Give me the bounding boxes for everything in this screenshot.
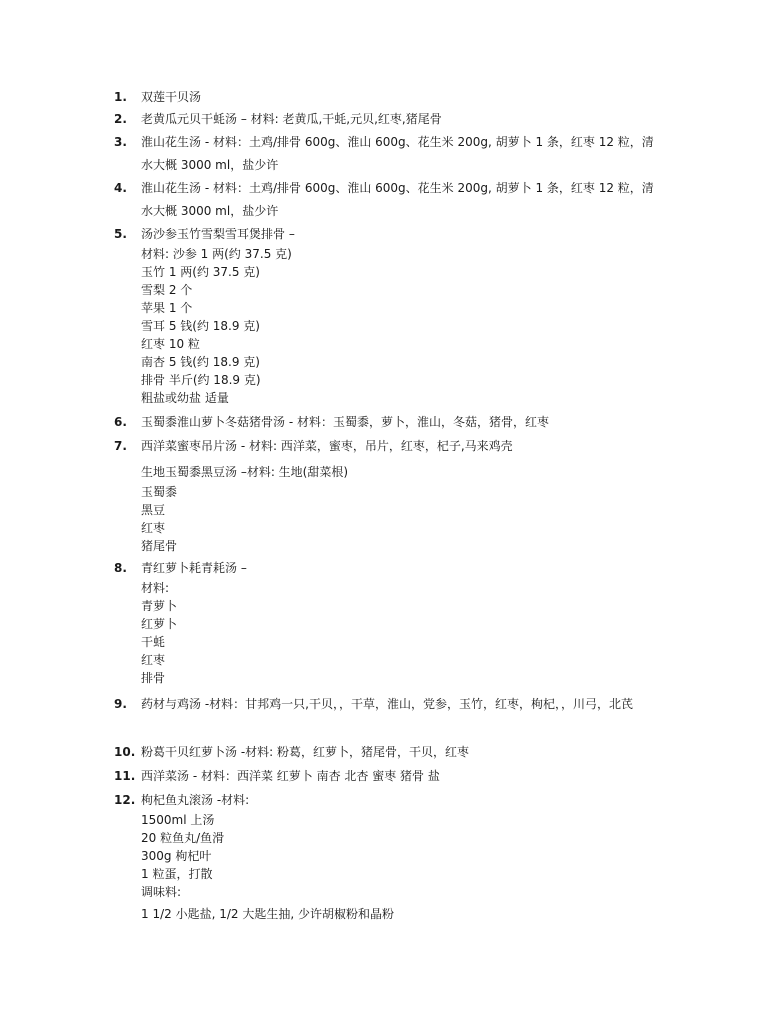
ingredient-line: 1 粒蛋，打散: [141, 867, 213, 881]
ingredient-line: 粗盐或幼盐 适量: [141, 391, 229, 405]
ingredient-line: 材料:: [141, 581, 170, 595]
ingredient-line: 红枣: [141, 653, 166, 667]
ingredient-line: 红萝卜: [141, 617, 178, 631]
ingredient-lines: [141, 811, 661, 923]
ingredient-line: 雪梨 2 个: [141, 283, 193, 297]
item-number: 9.: [114, 697, 127, 711]
ingredient-line: 红枣 10 粒: [141, 337, 200, 351]
ingredient-line: 猪尾骨: [141, 539, 178, 553]
ingredient-line: 干蚝: [141, 635, 166, 649]
ingredient-line: 调味料:: [141, 885, 182, 899]
item-title: 西洋菜蜜枣吊片汤 - 材料: 西洋菜，蜜枣，吊片，红枣，杞子,马来鸡壳: [141, 439, 513, 453]
item-title: 老黄瓜元贝干蚝汤 – 材料: 老黄瓜,干蚝,元贝,红枣,猪尾骨: [141, 112, 442, 126]
list-item: [0, 557, 768, 687]
list-item: [0, 741, 768, 763]
ingredient-line: 1 1/2 小匙盐, 1/2 大匙生抽, 少许胡椒粉和晶粉: [141, 907, 394, 921]
ingredient-line: 1500ml 上汤: [141, 813, 215, 827]
ingredient-line: 排骨: [141, 671, 166, 685]
ingredient-lines: [141, 483, 661, 555]
ingredient-line: 玉蜀黍: [141, 485, 178, 499]
list-item: [0, 693, 768, 739]
item-number: 2.: [114, 112, 127, 126]
ingredient-line: 雪耳 5 钱(约 18.9 克): [141, 319, 260, 333]
ingredient-line: 青萝卜: [141, 599, 178, 613]
item-title: 双莲干贝汤: [141, 90, 202, 104]
ingredient-lines: [141, 579, 661, 687]
item-number: 5.: [114, 227, 127, 241]
item-title: 枸杞鱼丸滚汤 -材料:: [141, 793, 250, 807]
ingredient-line: 红枣: [141, 521, 166, 535]
ingredient-lines: [141, 245, 661, 407]
item-title: 青红萝卜耗青耗汤 –: [141, 561, 247, 575]
item-number: 1.: [114, 90, 127, 104]
list-item: [0, 765, 768, 787]
list-item: [0, 131, 768, 177]
item-number: 12.: [114, 793, 136, 807]
list-item: [0, 411, 768, 433]
list-item: [0, 108, 768, 131]
item-title: 汤沙参玉竹雪梨雪耳煲排骨 –: [141, 227, 295, 241]
list-item: [0, 223, 768, 407]
sub-recipe-title: 生地玉蜀黍黑豆汤 –材料: 生地(甜菜根): [141, 465, 349, 479]
item-title: 淮山花生汤 - 材料：土鸡/排骨 600g、淮山 600g、花生米 200g, 胡萝卜 1 条，红枣 12 粒，清水大概 3000 ml，盐少许: [141, 135, 654, 172]
list-item: [0, 177, 768, 223]
item-number: 6.: [114, 415, 127, 429]
item-number: 4.: [114, 181, 127, 195]
ingredient-line: 300g 枸杞叶: [141, 849, 212, 863]
item-title: 药材与鸡汤 -材料：甘邦鸡一只,干贝，，干草，淮山，党参，玉竹，红枣，枸杞，，川弓，北芪: [141, 697, 633, 711]
ingredient-line: 排骨 半斤(约 18.9 克): [141, 373, 261, 387]
ingredient-line: 黑豆: [141, 503, 166, 517]
item-title: 玉蜀黍淮山萝卜冬菇猪骨汤 - 材料：玉蜀黍，萝卜，淮山，冬菇，猪骨，红枣: [141, 415, 549, 429]
recipe-list: [0, 86, 768, 923]
ingredient-line: 材料: 沙参 1 两(约 37.5 克): [141, 247, 292, 261]
ingredient-line: 玉竹 1 两(约 37.5 克): [141, 265, 260, 279]
item-number: 10.: [114, 745, 136, 759]
list-item: [0, 86, 768, 108]
item-number: 7.: [114, 439, 127, 453]
item-title: 粉葛干贝红萝卜汤 -材料: 粉葛，红萝卜，猪尾骨，干贝，红枣: [141, 745, 470, 759]
item-title: 西洋菜汤 - 材料：西洋菜 红萝卜 南杏 北杏 蜜枣 猪骨 盐: [141, 769, 440, 783]
list-item: [0, 435, 768, 555]
ingredient-line: 南杏 5 钱(约 18.9 克): [141, 355, 260, 369]
list-item: [0, 789, 768, 923]
item-number: 3.: [114, 135, 127, 149]
item-number: 11.: [114, 769, 136, 783]
item-number: 8.: [114, 561, 127, 575]
ingredient-line: 苹果 1 个: [141, 301, 193, 315]
item-title: 淮山花生汤 - 材料：土鸡/排骨 600g、淮山 600g、花生米 200g, 胡萝卜 1 条，红枣 12 粒，清水大概 3000 ml，盐少许: [141, 181, 654, 218]
ingredient-line: 20 粒鱼丸/鱼滑: [141, 831, 225, 845]
